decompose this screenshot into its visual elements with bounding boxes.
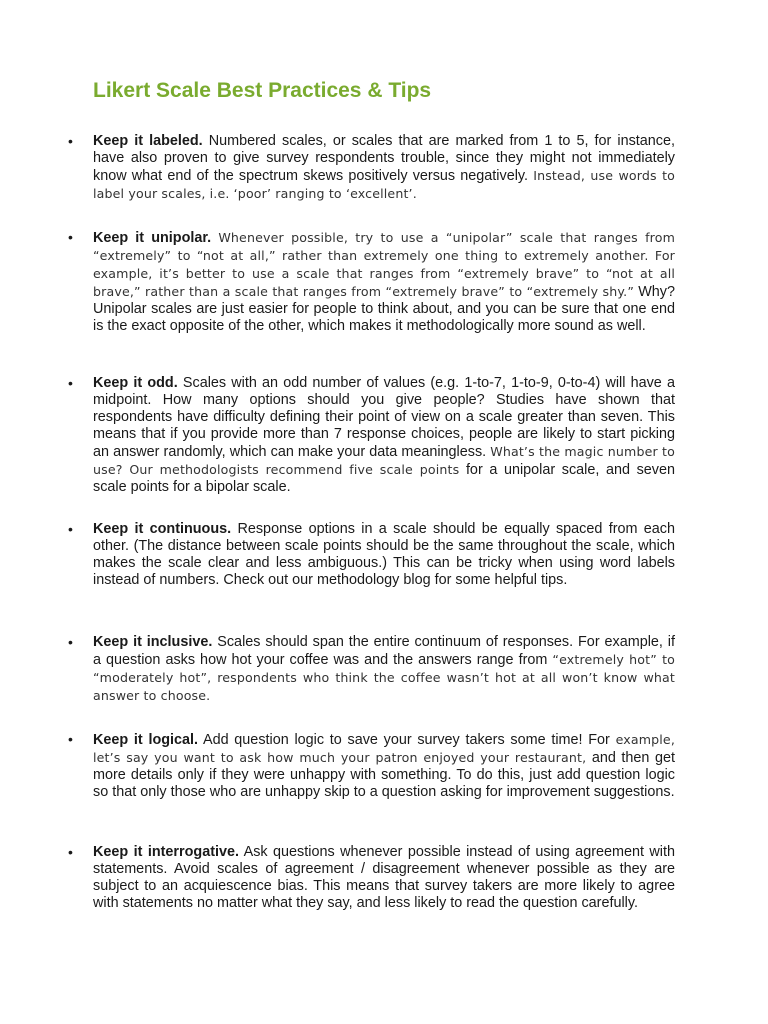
bullet-icon: • [68,229,73,245]
bullet-icon: • [68,731,73,747]
bullet-icon: • [68,375,73,391]
item-term: Keep it odd. [93,375,178,391]
item-text-secondary: Instead, use words to label your scales, i.e. ‘poor’ ranging to ‘excellent’. [93,168,676,201]
item-text: Add question logic to save your survey takers some time! For [202,732,610,748]
item-term: Keep it continuous. [93,521,232,537]
page-title: Likert Scale Best Practices & Tips [93,79,432,102]
item-text: Numbered scales, or scales that are marked from 1 to 5, for instance, have also proven to give survey respondents trouble, since they might not immediately know what end of the spectrum skews positively versus negatively. [93,133,675,184]
item-text-secondary: Whenever possible, try to use a “unipolar” scale that ranges from “extremely” to “not at all,” rather than extremely one thing to extremely another. For example, it’s better to use a scale that ranges from “extremely brave” to “not at all brave,” rather than a scale that ranges from “extremely brave” to “extremely shy.” [93,230,675,299]
list-item-interrogative [68,844,675,912]
bullet-icon: • [68,844,73,860]
item-text: Scales with an odd number of values (e.g. 1-to-7, 1-to-9, 0-to-4) will have a midpoint. How many options should you give people? Studies have shown that respondents have difficulty defining their point of view on a scale greater than seven. This means that if you provide more than 7 response choices, people are likely to start picking an answer randomly, which can make your data meaningless. [93,375,675,460]
item-text-tail: for a unipolar scale, and seven scale points for a bipolar scale. [93,462,676,495]
item-text-secondary: example, let’s say you want to ask how much your patron enjoyed your restaurant, [93,732,675,765]
item-term: Keep it unipolar. [93,230,212,246]
bullet-icon: • [68,133,73,149]
list-item-labeled [68,133,676,203]
item-text: Scales should span the entire continuum of responses. For example, if a question asks how hot your coffee was and the answers range from [93,634,675,668]
item-text-tail: and then get more details only if they were unhappy with something. To do this, just add question logic so that only those who are unhappy skip to a question asking for improvement suggestions. [93,750,675,800]
bullet-icon: • [68,634,73,650]
item-term: Keep it logical. [93,732,199,748]
item-text: Why? Unipolar scales are just easier for people to think about, and you can be sure that one end is the exact opposite of the other, which makes it methodologically more sound as well. [93,284,675,334]
list-item-odd [68,375,676,496]
item-text-secondary: What’s the magic number to use? Our methodologists recommend five scale points [93,444,675,477]
item-term: Keep it interrogative. [93,844,239,860]
list-item-unipolar [68,229,675,335]
list-item-continuous [68,521,675,589]
bullet-icon: • [68,521,73,537]
item-text-secondary: “extremely hot” to “moderately hot”, respondents who think the coffee wasn’t hot at all won’t know what answer to choose. [93,652,676,703]
item-term: Keep it labeled. [93,133,203,149]
list-item-inclusive [68,634,676,705]
list-item-logical [68,731,675,801]
item-text: Ask questions whenever possible instead of using agreement with statements. Avoid scales of agreement / disagreement whenever possible as they are subject to an acquiescence bias. This means that survey takers are more likely to agree with statements no matter what they say, and less likely to read the question carefully. [93,844,675,911]
item-text: Response options in a scale should be equally spaced from each other. (The distance between scale points should be the same throughout the scale, which makes the scale clear and less ambiguous.) This can be tricky when using word labels instead of numbers. Check out our methodology blog for some helpful tips. [93,521,675,588]
item-term: Keep it inclusive. [93,634,213,650]
